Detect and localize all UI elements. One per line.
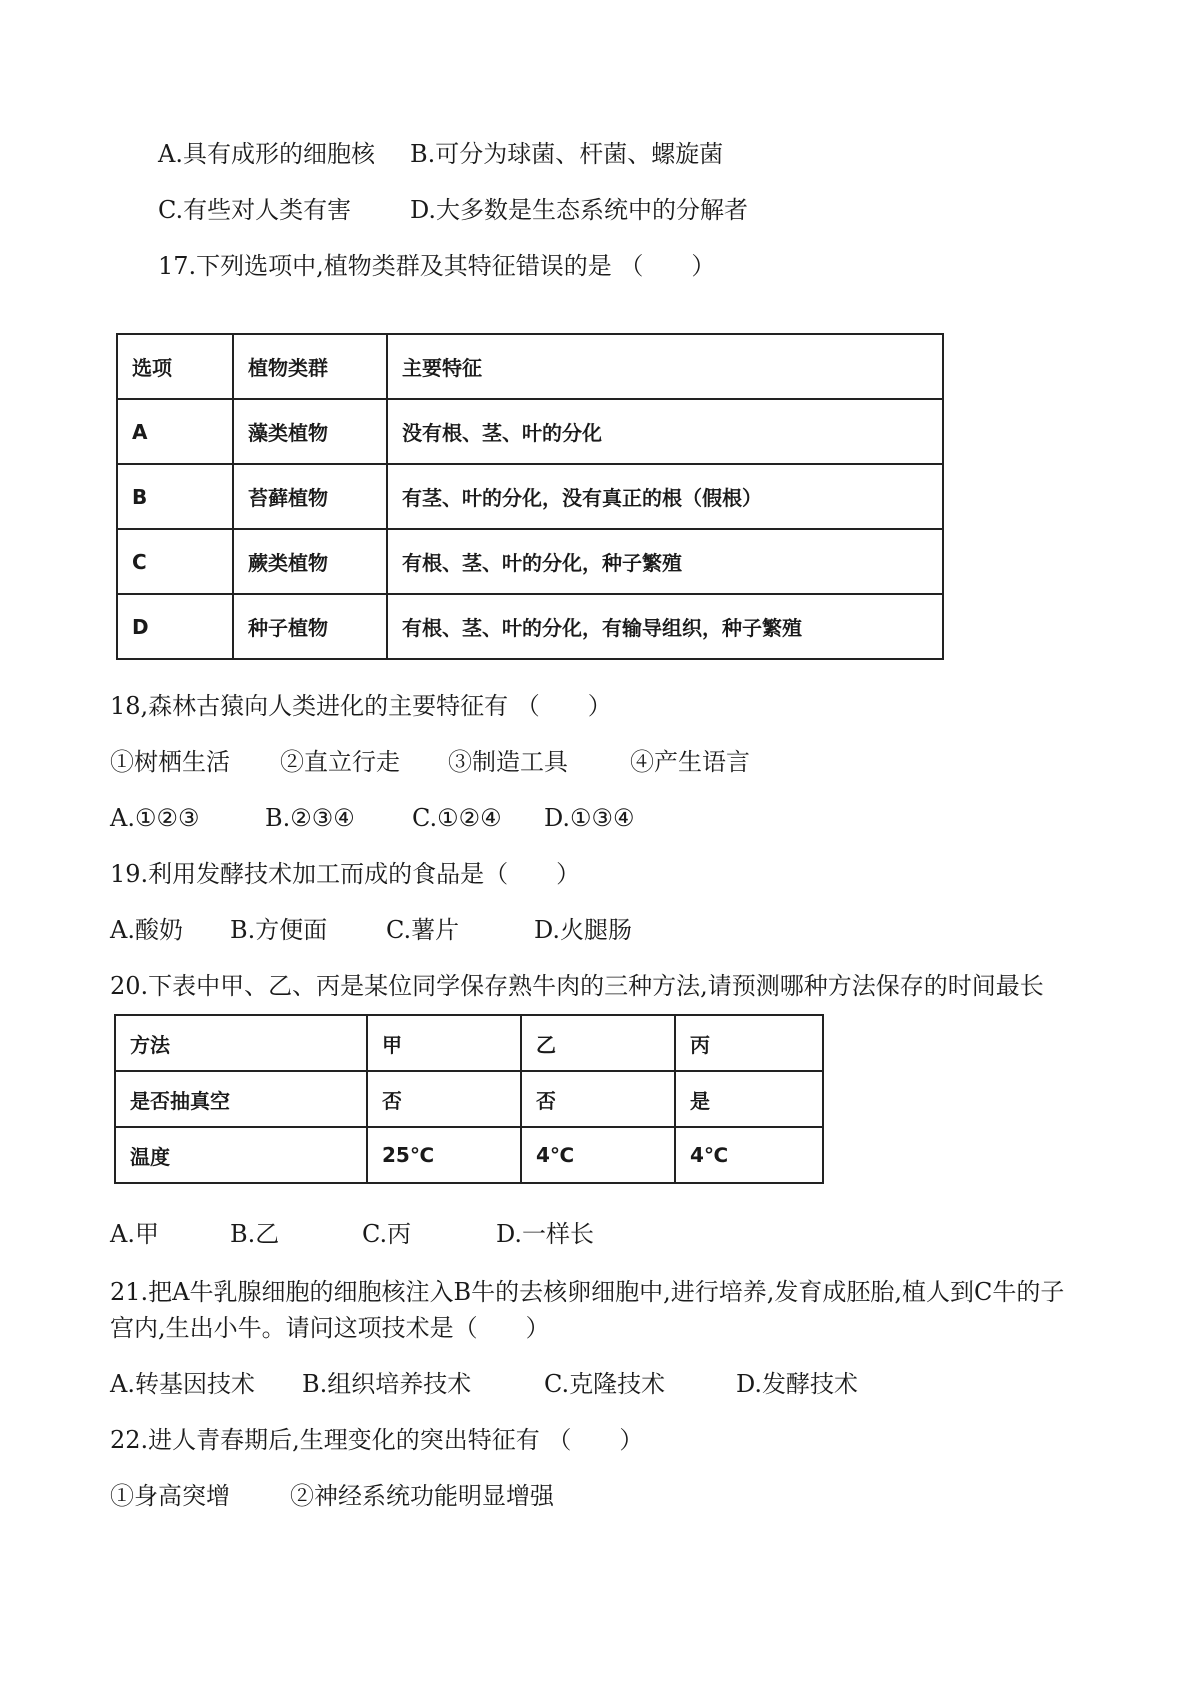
q18-statement-4: ④产生语言	[630, 748, 750, 776]
table-cell: 有根、茎、叶的分化，种子繁殖	[387, 529, 943, 594]
q19-option-d: D.火腿肠	[534, 916, 633, 944]
q20-option-d: D.一样长	[496, 1220, 595, 1248]
table-cell: 25℃	[367, 1127, 521, 1183]
table-cell: D	[117, 594, 233, 659]
q21-option-c: C.克隆技术	[544, 1370, 666, 1398]
table-cell: 是	[675, 1071, 823, 1127]
table-cell: 4℃	[675, 1127, 823, 1183]
q16-option-d: D.大多数是生态系统中的分解者	[410, 196, 749, 224]
q18-statement-1: ①树栖生活	[110, 748, 230, 776]
q16-option-a: A.具有成形的细胞核	[158, 140, 375, 168]
table-row	[117, 399, 943, 464]
table-cell: 温度	[115, 1127, 367, 1183]
table-cell: 4℃	[521, 1127, 675, 1183]
table-header-row	[115, 1015, 823, 1071]
q21-option-b: B.组织培养技术	[302, 1370, 472, 1398]
table-row	[117, 464, 943, 529]
q20-option-c: C.丙	[362, 1220, 412, 1248]
q18-statement-3: ③制造工具	[448, 748, 568, 776]
q18-option-a: A.①②③	[110, 804, 200, 832]
table-cell: 是否抽真空	[115, 1071, 367, 1127]
table-cell: B	[117, 464, 233, 529]
table-header-cell: 乙	[521, 1015, 675, 1071]
table-header-cell: 甲	[367, 1015, 521, 1071]
q22-statement-1: ①身高突增	[110, 1482, 230, 1510]
q21-option-a: A.转基因技术	[110, 1370, 255, 1398]
q18-stem: 18,森林古猿向人类进化的主要特征有 （ ）	[110, 692, 612, 720]
table-header-cell: 方法	[115, 1015, 367, 1071]
table-cell: 有根、茎、叶的分化，有输导组织，种子繁殖	[387, 594, 943, 659]
table-cell: 否	[367, 1071, 521, 1127]
q19-option-c: C.薯片	[386, 916, 460, 944]
table-header-cell: 选项	[117, 334, 233, 399]
q20-option-b: B.乙	[230, 1220, 280, 1248]
q18-option-c: C.①②④	[412, 804, 502, 832]
q16-option-c: C.有些对人类有害	[158, 196, 352, 224]
q20-option-a: A.甲	[110, 1220, 159, 1248]
q19-stem: 19.利用发酵技术加工而成的食品是（ ）	[110, 860, 581, 888]
q22-statement-2: ②神经系统功能明显增强	[290, 1482, 554, 1510]
q22-stem: 22.进人青春期后,生理变化的突出特征有 （ ）	[110, 1426, 644, 1454]
q17-stem: 17.下列选项中,植物类群及其特征错误的是 （ ）	[158, 252, 716, 280]
table-cell: 种子植物	[233, 594, 387, 659]
q17-table	[116, 333, 944, 660]
table-header-cell: 丙	[675, 1015, 823, 1071]
q18-statement-2: ②直立行走	[280, 748, 400, 776]
table-cell: C	[117, 529, 233, 594]
q16-option-b: B.可分为球菌、杆菌、螺旋菌	[410, 140, 724, 168]
table-header-row	[117, 334, 943, 399]
table-cell: A	[117, 399, 233, 464]
table-row	[117, 529, 943, 594]
q19-option-a: A.酸奶	[110, 916, 183, 944]
q19-option-b: B.方便面	[230, 916, 328, 944]
q20-table	[114, 1014, 824, 1184]
table-row	[115, 1071, 823, 1127]
table-cell: 苔藓植物	[233, 464, 387, 529]
table-cell: 没有根、茎、叶的分化	[387, 399, 943, 464]
table-cell: 藻类植物	[233, 399, 387, 464]
table-cell: 有茎、叶的分化，没有真正的根（假根）	[387, 464, 943, 529]
table-cell: 否	[521, 1071, 675, 1127]
q21-option-d: D.发酵技术	[736, 1370, 859, 1398]
table-row	[115, 1127, 823, 1183]
table-row	[117, 594, 943, 659]
table-cell: 蕨类植物	[233, 529, 387, 594]
q21-stem-line2: 宫内,生出小牛。请问这项技术是（ ）	[110, 1314, 550, 1342]
q18-option-d: D.①③④	[544, 804, 635, 832]
q20-stem: 20.下表中甲、乙、丙是某位同学保存熟牛肉的三种方法,请预测哪种方法保存的时间最长	[110, 972, 1044, 1000]
table-header-cell: 植物类群	[233, 334, 387, 399]
q21-stem-line1: 21.把A牛乳腺细胞的细胞核注入B牛的去核卵细胞中,进行培养,发育成胚胎,植人到C牛的子	[110, 1278, 1065, 1306]
table-header-cell: 主要特征	[387, 334, 943, 399]
q18-option-b: B.②③④	[265, 804, 355, 832]
